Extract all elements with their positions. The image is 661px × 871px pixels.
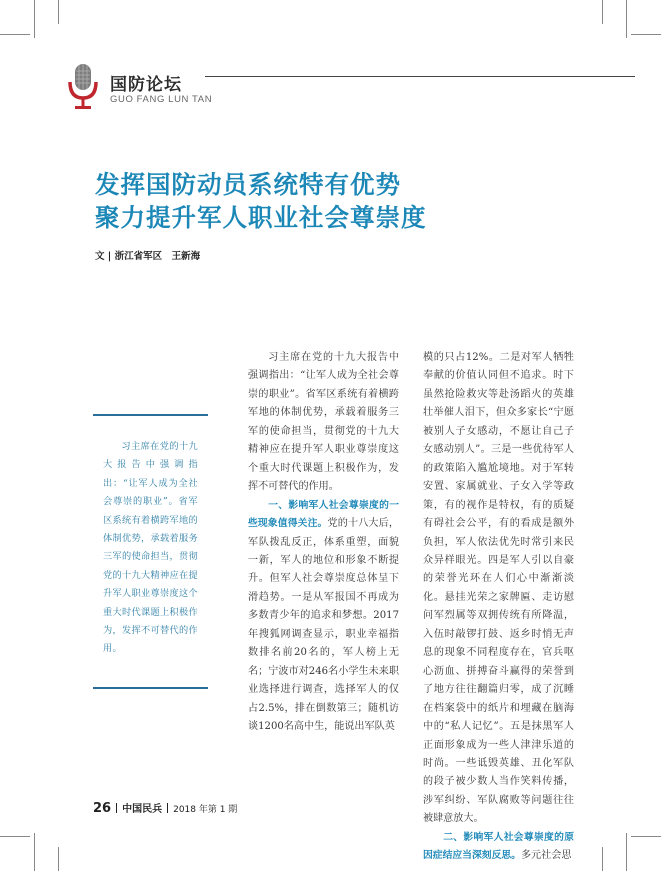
body-paragraph-2-continued xyxy=(423,349,574,829)
page-number: 26 xyxy=(93,801,112,816)
subheading-2: 二、影响军人社会尊崇度的原因症结应当深刻反思。 xyxy=(423,831,574,862)
crop-mark xyxy=(631,34,661,35)
article-title-line-2: 聚力提升军人职业社会尊崇度 xyxy=(95,203,427,232)
crop-mark xyxy=(34,833,35,871)
body-column-2 xyxy=(423,349,574,866)
body-paragraph-3 xyxy=(423,829,574,866)
crop-mark xyxy=(602,0,603,24)
body-paragraph-2 xyxy=(248,497,399,737)
crop-mark xyxy=(0,836,30,837)
footer-divider xyxy=(116,803,117,813)
crop-mark xyxy=(602,847,603,871)
section-subtitle: GUO FANG LUN TAN xyxy=(110,94,213,105)
footer-divider xyxy=(167,803,168,813)
pull-quote xyxy=(103,438,198,659)
crop-mark xyxy=(626,833,627,871)
pull-quote-text: 习主席在党的十九大报告中强调指出：“让军人成为全社会尊崇的职业”。省军区系统有着横跨军地的体制优势，承载着服务三军的使命担当，贯彻党的十九大精神应在提升军人职业尊崇度这个重大时代课题上积极作为，发挥不可替代的作用。 xyxy=(103,441,198,655)
header-rule xyxy=(205,76,635,77)
crop-mark xyxy=(626,0,627,38)
article-title-line-1: 发挥国防动员系统特有优势 xyxy=(95,170,401,199)
issue-label: 2018 年第 1 期 xyxy=(173,805,238,815)
body-paragraph-2-text-continued: 模的只占12%。二是对军人牺牲奉献的价值认同但不追求。时下虽然抢险救灾等赴汤蹈火的英雄壮举催人泪下，但众多家长“宁愿被别人子女感动，不愿让自己子女感动别人”。三是一些优待军人的政策陷入尴尬境地。对于军转安置、家属就业、子女入学等政策，有的视作是特权，有的质疑有碍社会公平，有的看成是额外负担，军人依法优先时常引来民众异样眼光。四是军人引以自豪的荣誉光环在人们心中渐渐淡化。悬挂光荣之家牌匾、走访慰问军烈属等双拥传统有所降温，入伍时敲锣打鼓、返乡时悄无声息的现象不同程度存在，官兵呕心沥血、拼搏奋斗赢得的荣誉到了地方往往翻篇归零，成了沉睡在档案袋中的纸片和埋藏在脑海中的“私人记忆”。五是抹黑军人正面形象成为一些人津津乐道的时尚。一些诋毁英雄、丑化军队的段子被少数人当作笑料传播，涉军纠纷、军队腐败等问题往往被肆意放大。 xyxy=(423,352,574,825)
section-title: 国防论坛 xyxy=(110,75,182,95)
crop-mark xyxy=(0,34,30,35)
body-paragraph-2-text: 党的十八大后，军队拨乱反正，体系重塑，面貌一新，军人的地位和形象不断提升。但军人社会尊崇度总体呈下滑趋势。一是从军报国不再成为多数青少年的追求和梦想。2017年搜狐网调查显示，职业幸福指数排名前20名的，军人榜上无名；宁波市对246名小学生未来职业选择进行调查，选择军人的仅占2.5%，排在倒数第三；随机访谈1200名高中生，能说出军队英 xyxy=(248,518,399,733)
page-footer xyxy=(93,797,237,816)
crop-mark xyxy=(58,847,59,871)
byline: 文 | 浙江省军区 王新海 xyxy=(95,251,201,262)
subheading-1: 一、影响军人社会尊崇度的一些现象值得关注。 xyxy=(248,499,399,530)
magazine-name: 中国民兵 xyxy=(122,804,163,815)
microphone-icon xyxy=(66,62,100,112)
crop-mark xyxy=(58,0,59,24)
body-column-1 xyxy=(248,349,399,737)
body-paragraph-1: 习主席在党的十九大报告中强调指出：“让军人成为全社会尊崇的职业”。省军区系统有着横跨军地的体制优势，承载着服务三军的使命担当，贯彻党的十九大精神应在提升军人职业尊崇度这个重大时代课题上积极作为，发挥不可替代的作用。 xyxy=(248,352,399,493)
pull-quote-rule-bottom xyxy=(93,687,208,689)
body-paragraph-3-text: 多元社会思 xyxy=(520,850,572,862)
pull-quote-rule-top xyxy=(93,414,208,416)
crop-mark xyxy=(34,0,35,38)
crop-mark xyxy=(631,836,661,837)
